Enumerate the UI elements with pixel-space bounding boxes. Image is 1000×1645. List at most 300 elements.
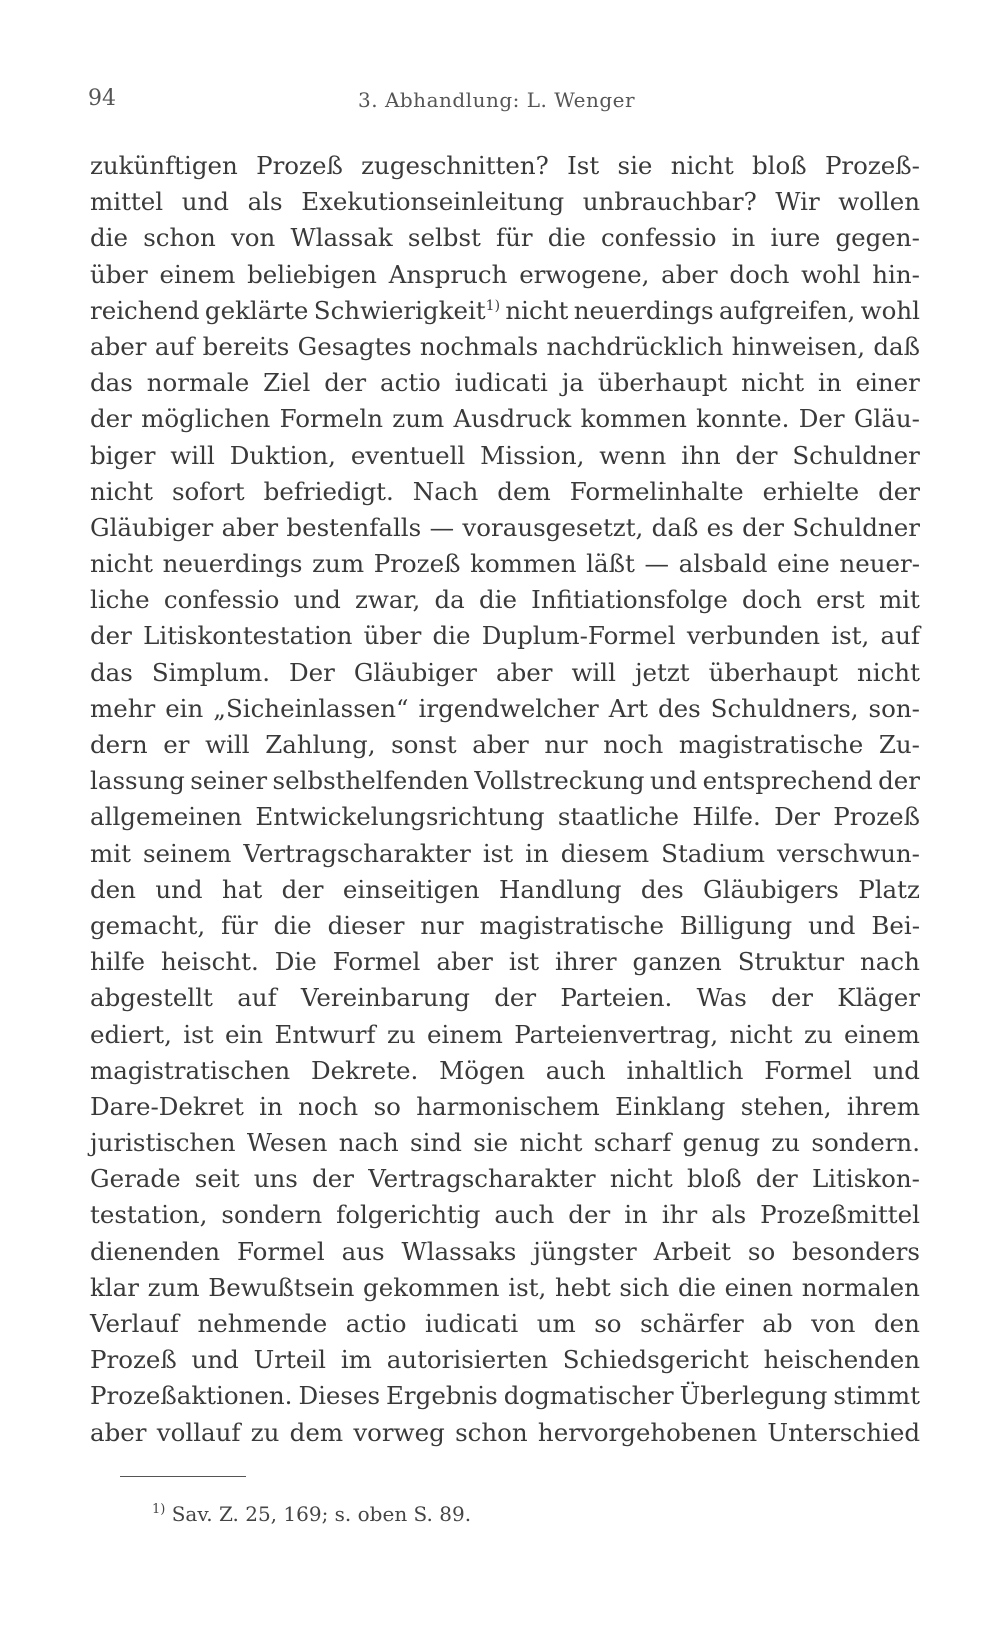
- word: jetzt: [634, 657, 690, 687]
- word: Prozeß: [256, 151, 343, 180]
- word: allgemeinen: [90, 802, 243, 832]
- word: mittel: [90, 187, 164, 217]
- word: sondern.: [811, 1128, 920, 1158]
- word: juristischen: [90, 1128, 236, 1158]
- word: genug: [682, 1128, 761, 1158]
- word: ist: [508, 947, 540, 977]
- word: seiner: [190, 766, 268, 796]
- word: Vollstreckung: [474, 766, 645, 796]
- word: aber: [90, 1417, 147, 1447]
- word: einem: [844, 1019, 920, 1049]
- word: sondern: [221, 1200, 323, 1230]
- word: neuerdings: [162, 549, 303, 579]
- word: des: [640, 874, 684, 904]
- text-line: [90, 1234, 920, 1270]
- word: actio: [380, 368, 441, 398]
- word: wohl: [860, 295, 920, 325]
- footnote-marker: 1): [152, 1502, 166, 1517]
- word: hin-: [872, 259, 920, 289]
- word: der: [755, 1164, 798, 1194]
- word: ist: [183, 1019, 214, 1049]
- word: als: [247, 187, 283, 217]
- word: schärfer: [640, 1309, 744, 1338]
- word: Entwurf: [274, 1019, 376, 1049]
- word: so: [594, 1309, 622, 1338]
- word: nehmende: [197, 1309, 328, 1338]
- word: der: [742, 512, 784, 542]
- word: des: [657, 693, 701, 723]
- word: und: [872, 1055, 920, 1085]
- word: Formel: [332, 947, 421, 977]
- word: Formeln: [279, 404, 384, 434]
- word: Wesen: [246, 1128, 328, 1158]
- text-line: [90, 184, 920, 220]
- word: und: [808, 910, 856, 940]
- word: Zahlung,: [265, 730, 376, 759]
- word: Stadium: [661, 838, 765, 868]
- word: ihr: [661, 1200, 698, 1230]
- word: Ergebnis: [386, 1381, 498, 1411]
- word: als: [711, 1200, 747, 1230]
- word: in: [259, 1091, 283, 1121]
- text-line: [90, 836, 920, 872]
- word: neuer-: [839, 549, 920, 579]
- word: ein: [224, 1019, 264, 1049]
- word: nicht: [729, 1019, 793, 1049]
- word: Parteienvertrag,: [514, 1019, 719, 1049]
- word: überhaupt: [597, 368, 728, 398]
- word: Simplum.: [151, 657, 271, 687]
- word: auf: [880, 621, 920, 651]
- body-text: [90, 148, 920, 1451]
- word: der: [90, 621, 132, 651]
- word: sie: [473, 1128, 509, 1158]
- word: zum: [312, 549, 365, 579]
- word: bereits: [202, 331, 290, 361]
- word: zu: [803, 1019, 833, 1049]
- word: Arbeit: [653, 1236, 731, 1266]
- word: unbrauchbar?: [582, 187, 757, 217]
- page-number: 94: [88, 86, 116, 111]
- word: sind: [410, 1128, 462, 1158]
- word: zu: [771, 1128, 801, 1158]
- word: dienenden: [90, 1236, 221, 1266]
- word: die: [478, 585, 517, 615]
- word: Schuldner: [792, 512, 920, 542]
- word: und: [181, 187, 229, 217]
- text-line: [90, 763, 920, 799]
- word: Ist: [567, 151, 600, 180]
- word: das: [90, 657, 133, 687]
- word: neuerdings: [573, 295, 714, 325]
- word: folgerichtig: [336, 1200, 481, 1230]
- word: bloß: [752, 151, 807, 180]
- word: Platz: [858, 874, 920, 904]
- word: Formel: [236, 1236, 325, 1266]
- word: Dare-Dekret: [90, 1091, 244, 1121]
- word: iudicati: [454, 368, 548, 398]
- word: Wlassak: [290, 223, 393, 253]
- text-line: [90, 365, 920, 401]
- text-line: [90, 655, 920, 691]
- word: ab: [762, 1309, 793, 1338]
- word: für: [221, 910, 258, 940]
- text-line: [90, 257, 920, 293]
- word: zukünftigen: [90, 151, 238, 180]
- word: zum: [147, 1272, 200, 1302]
- word: geklärte: [204, 295, 309, 325]
- word: Vereinbarung: [300, 983, 470, 1013]
- word: von: [811, 1309, 856, 1338]
- running-title: 3. Abhandlung: L. Wenger: [358, 88, 636, 112]
- text-line: [90, 1161, 920, 1197]
- footnote-rule: [120, 1476, 246, 1477]
- word: will: [205, 730, 250, 759]
- word: nicht: [519, 1128, 583, 1158]
- word: Zu-: [878, 730, 920, 759]
- word: so: [373, 1091, 401, 1121]
- text-line: [90, 980, 920, 1016]
- footnote-text: Sav. Z. 25, 169; s. oben S. 89.: [171, 1502, 472, 1526]
- word: klar: [90, 1272, 139, 1302]
- word: der: [735, 440, 778, 470]
- word: Schiedsgericht: [562, 1345, 749, 1375]
- word: die: [547, 223, 586, 253]
- word: —: [429, 512, 455, 542]
- word: im: [340, 1345, 372, 1375]
- footnote: [152, 1502, 471, 1526]
- word: in: [525, 838, 549, 868]
- word: Kläger: [837, 983, 920, 1013]
- text-line: [90, 691, 920, 727]
- word: ist,: [831, 621, 870, 651]
- word: überhaupt: [708, 657, 838, 687]
- word: daß: [651, 512, 699, 542]
- word: Der: [288, 657, 335, 687]
- word: Entwickelungsrichtung: [255, 802, 545, 832]
- word: und: [650, 766, 698, 796]
- word: inhaltlich: [626, 1055, 744, 1085]
- word: Dekrete.: [310, 1055, 419, 1085]
- word: einem: [427, 1019, 503, 1049]
- word: magistratischen: [90, 1055, 291, 1085]
- word: Dieses: [298, 1381, 381, 1411]
- word: aber: [90, 331, 147, 361]
- word: Wlassaks: [401, 1236, 517, 1266]
- word: zwar,: [355, 585, 421, 615]
- word: noch: [603, 730, 664, 759]
- word: ganzen: [632, 947, 722, 977]
- word: Formel: [764, 1055, 852, 1085]
- word: Bei-: [871, 910, 920, 940]
- word: für: [496, 223, 533, 253]
- word: den: [873, 1309, 920, 1338]
- word: zum: [392, 404, 445, 434]
- word: nur: [544, 730, 588, 759]
- word: selbst: [407, 223, 481, 253]
- word: will: [571, 657, 616, 687]
- word: um: [536, 1309, 576, 1338]
- word: —: [644, 549, 669, 579]
- word: hervorgehobenen: [537, 1417, 758, 1447]
- text-line: [90, 618, 920, 654]
- word: nicht: [90, 549, 153, 579]
- word: doch: [729, 259, 790, 289]
- word: aus: [341, 1236, 385, 1266]
- word: ist,: [508, 1272, 547, 1302]
- word: jüngster: [533, 1236, 637, 1266]
- word: der: [568, 1200, 611, 1230]
- word: nochmals: [419, 331, 539, 361]
- text-line: [90, 727, 920, 763]
- word: irgendwelcher: [418, 693, 599, 723]
- word: Formelinhalte: [569, 476, 744, 506]
- word: nachdrücklich: [546, 331, 724, 361]
- word: besonders: [792, 1236, 920, 1266]
- word: den: [90, 874, 136, 904]
- word: nicht: [670, 151, 734, 180]
- word: Litiskontestation: [143, 621, 353, 651]
- word: nicht: [741, 368, 805, 398]
- word: gekommen: [363, 1272, 500, 1302]
- word: Vertragscharakter: [243, 838, 471, 868]
- word: möglichen: [141, 404, 271, 434]
- word: actio: [345, 1309, 407, 1338]
- word: der: [90, 404, 132, 434]
- word: so: [747, 1236, 776, 1266]
- word: eventuell: [350, 440, 466, 470]
- word: Unterschied: [767, 1417, 920, 1447]
- text-line: [90, 546, 920, 582]
- word: noch: [298, 1091, 359, 1121]
- text-line: [90, 1270, 920, 1306]
- word: Schwierigkeit$^{1)}$: [313, 295, 501, 325]
- word: erst: [816, 585, 865, 615]
- word: Vertragscharakter: [368, 1164, 596, 1194]
- word: mit: [90, 838, 131, 868]
- word: in: [818, 368, 842, 398]
- word: beliebigen: [247, 259, 377, 289]
- word: reichend: [90, 295, 200, 325]
- word: das: [90, 368, 133, 398]
- word: Der: [798, 404, 845, 434]
- word: kommen: [470, 549, 577, 579]
- word: nach: [860, 947, 920, 977]
- word: auf: [154, 331, 195, 361]
- word: die: [432, 621, 471, 651]
- word: Gläubiger: [353, 657, 478, 687]
- word: ihrem: [846, 1091, 920, 1121]
- word: Litiskon-: [811, 1164, 920, 1194]
- word: gegen-: [835, 223, 920, 253]
- word: kommen: [580, 404, 687, 434]
- word: da: [434, 585, 465, 615]
- word: Die: [274, 947, 317, 977]
- word: hinweisen,: [731, 331, 865, 361]
- word: von: [230, 223, 276, 253]
- text-line: [90, 1415, 920, 1451]
- word: erwogene,: [519, 259, 650, 289]
- word: zu: [250, 1417, 280, 1447]
- word: hilfe: [90, 947, 146, 977]
- word: Anspruch: [388, 259, 508, 289]
- word: Duplum-Formel: [481, 621, 676, 651]
- word: konnte.: [696, 404, 790, 434]
- text-line: [90, 510, 920, 546]
- word: testation,: [90, 1200, 208, 1230]
- word: Art: [608, 693, 648, 723]
- word: seinem: [142, 838, 232, 868]
- word: über: [363, 621, 422, 651]
- word: stehen,: [740, 1091, 832, 1121]
- word: confessio: [600, 223, 717, 253]
- word: Schuldner: [792, 440, 920, 470]
- text-line: [90, 582, 920, 618]
- word: mehr: [90, 693, 156, 723]
- word: verschwun-: [776, 838, 920, 868]
- word: Billigung: [679, 910, 793, 940]
- text-line: [90, 908, 920, 944]
- word: wollen: [838, 187, 920, 217]
- word: sofort: [171, 476, 245, 506]
- word: iure: [770, 223, 821, 253]
- word: ihrer: [555, 947, 617, 977]
- word: Gerade: [90, 1164, 181, 1194]
- word: aber: [436, 947, 493, 977]
- word: Gläu-: [853, 404, 920, 434]
- text-line: [90, 1089, 920, 1125]
- word: der: [324, 368, 367, 398]
- word: uns: [253, 1164, 298, 1194]
- word: der: [312, 1164, 354, 1194]
- word: Handlung: [498, 874, 622, 904]
- word: zugeschnitten?: [361, 151, 549, 180]
- word: wohl: [801, 259, 861, 289]
- text-line: [90, 474, 920, 510]
- word: und: [191, 1345, 239, 1375]
- word: Ausdruck: [453, 404, 572, 434]
- word: nicht: [856, 657, 920, 687]
- word: Exekutionseinleitung: [301, 187, 565, 217]
- word: staatliche: [557, 802, 680, 832]
- word: Nach: [412, 476, 479, 506]
- word: seit: [194, 1164, 240, 1194]
- word: lassung: [90, 766, 185, 796]
- word: alsbald: [678, 549, 768, 579]
- word: einem: [159, 259, 236, 289]
- word: Schuldners,: [710, 693, 859, 723]
- word: der: [771, 983, 813, 1013]
- text-line: [90, 401, 920, 437]
- word: Prozeßmittel: [760, 1200, 920, 1230]
- word: Gläubigers: [703, 874, 839, 904]
- word: dogmatischer: [503, 1381, 674, 1411]
- text-line: [90, 148, 920, 184]
- word: liche: [90, 585, 150, 615]
- text-line: [90, 799, 920, 835]
- word: Prozeß: [90, 1345, 177, 1375]
- word: dem: [289, 1417, 344, 1447]
- word: sich: [619, 1272, 670, 1302]
- word: läßt: [586, 549, 635, 579]
- word: nur: [420, 910, 464, 940]
- word: der: [878, 766, 920, 796]
- text-line: [90, 1017, 920, 1053]
- word: Hilfe.: [692, 802, 761, 832]
- word: auf: [237, 983, 277, 1013]
- word: einen: [724, 1272, 794, 1302]
- word: die: [273, 910, 312, 940]
- text-line: [90, 293, 920, 329]
- word: erhielte: [762, 476, 860, 506]
- word: iudicati: [425, 1309, 519, 1338]
- word: nicht: [90, 476, 153, 506]
- word: Duktion,: [229, 440, 336, 470]
- word: und: [293, 585, 341, 615]
- text-line: [90, 1125, 920, 1161]
- word: hebt: [554, 1272, 611, 1302]
- word: Prozeß: [373, 549, 461, 579]
- word: Gläubiger: [90, 512, 214, 542]
- word: nicht: [609, 1164, 673, 1194]
- word: entsprechend: [702, 766, 873, 796]
- word: verbunden: [686, 621, 821, 651]
- word: son-: [868, 693, 920, 723]
- word: auch: [545, 1055, 606, 1085]
- text-line: [90, 1053, 920, 1089]
- text-line: [90, 872, 920, 908]
- text-line: [90, 438, 920, 474]
- text-line: [90, 220, 920, 256]
- word: hat: [222, 874, 263, 904]
- word: Bewußtsein: [208, 1272, 355, 1302]
- word: es: [706, 512, 734, 542]
- word: schon: [455, 1417, 528, 1447]
- word: Einklang: [615, 1091, 726, 1121]
- word: aber: [496, 657, 553, 687]
- text-line: [90, 1197, 920, 1233]
- word: dern: [90, 730, 148, 759]
- word: die: [677, 1272, 717, 1302]
- word: daß: [873, 331, 920, 361]
- word: Überlegung: [679, 1381, 828, 1411]
- word: doch: [742, 585, 802, 615]
- word: magistratische: [678, 730, 864, 759]
- word: aber: [221, 512, 279, 542]
- word: diesem: [560, 838, 650, 868]
- word: normalen: [801, 1272, 920, 1302]
- text-line: [90, 944, 920, 980]
- word: er: [163, 730, 190, 759]
- word: Prozeßaktionen.: [90, 1381, 293, 1411]
- word: Struktur: [737, 947, 845, 977]
- text-line: [90, 1342, 920, 1378]
- word: einer: [855, 368, 920, 398]
- word: über: [90, 259, 148, 289]
- word: abgestellt: [90, 983, 213, 1013]
- word: heischenden: [763, 1345, 920, 1375]
- word: ja: [561, 368, 584, 398]
- word: schon: [143, 223, 216, 253]
- word: dieser: [327, 910, 405, 940]
- word: einseitigen: [342, 874, 480, 904]
- word: stimmt: [833, 1381, 920, 1411]
- word: heischt.: [160, 947, 259, 977]
- word: ihn: [681, 440, 721, 470]
- running-head: [88, 86, 918, 116]
- word: in: [731, 223, 756, 253]
- word: zu: [386, 1019, 416, 1049]
